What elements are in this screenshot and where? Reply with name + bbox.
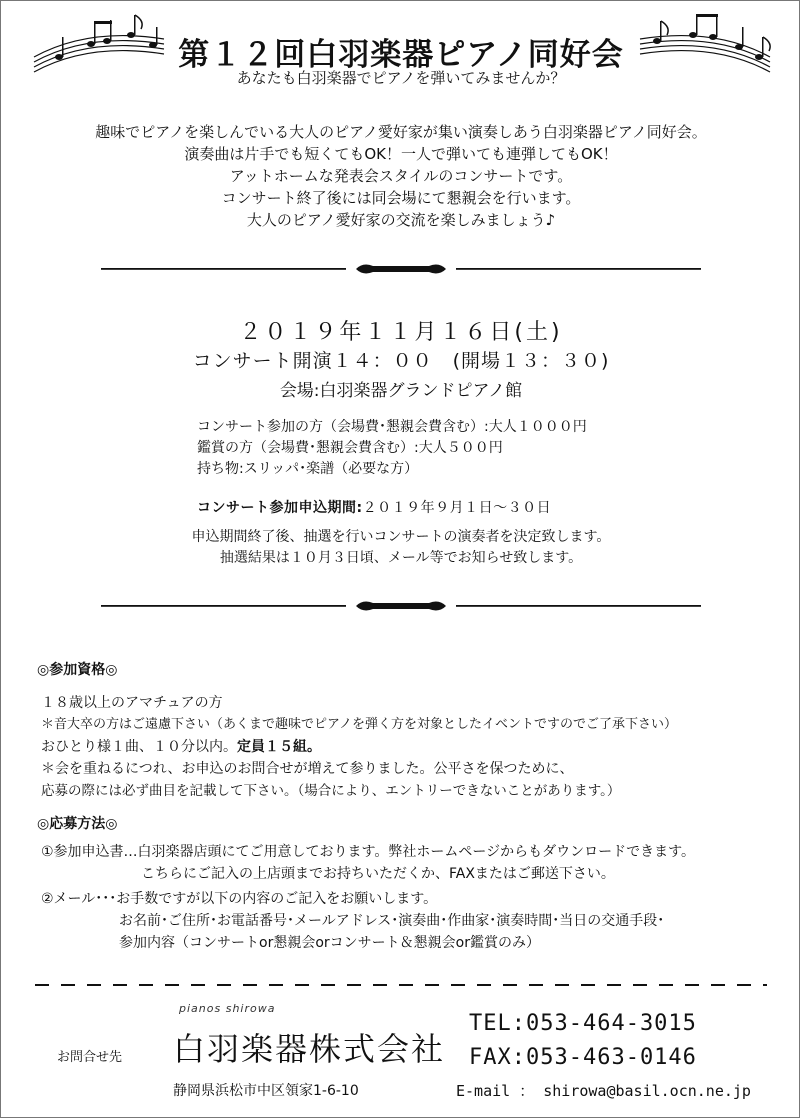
application-period-label: コンサート参加申込期間: — [197, 500, 363, 516]
intro-line: 趣味でピアノを楽しんでいる大人のピアノ愛好家が集い演奏しあう白羽楽器ピアノ同好会。 — [95, 123, 707, 141]
ornamental-divider-top — [101, 261, 701, 277]
qualification-limit: おひとり様１曲、１０分以内。 — [41, 739, 237, 755]
application-period — [197, 497, 551, 517]
apply-line: こちらにご記入の上店頭までお持ちいただくか、FAXまたはご郵送下さい。 — [141, 866, 615, 882]
apply-line: ②メール･･･お手数ですが以下の内容のご記入をお願いします。 — [41, 891, 438, 907]
page-subtitle: あなたも白羽楽器でピアノを弾いてみませんか？ — [236, 69, 566, 87]
page-title: 第１２回白羽楽器ピアノ同好会 — [178, 37, 624, 73]
fee-line: 持ち物:スリッパ･楽譜（必要な方） — [197, 461, 419, 477]
brand-tagline: pianos shirowa — [179, 1002, 276, 1015]
phone-number: TEL:053-464-3015 — [469, 1011, 697, 1036]
qualification-line: １８歳以上のアマチュアの方 — [41, 695, 223, 711]
lottery-line: 抽選結果は１０月３日頃、メール等でお知らせ致します。 — [219, 550, 583, 566]
fax-number: FAX:053-463-0146 — [469, 1045, 697, 1070]
how-to-apply-heading: ◎応募方法◎ — [37, 816, 118, 832]
qualification-line: ＊会を重ねるにつれ、お申込のお問合せが増えて参りました。公平さを保つために、 — [41, 761, 574, 777]
qualification-line: 応募の際には必ず曲目を記載して下さい。（場合により、エントリーできないことがあります。） — [41, 783, 621, 799]
apply-line: お名前･ご住所･お電話番号･メールアドレス･演奏曲･作曲家･演奏時間･当日の交通手段･ — [119, 913, 665, 929]
contact-label: お問合せ先 — [57, 1050, 123, 1065]
fee-line: 鑑賞の方（会場費･懇親会費含む）:大人５００円 — [197, 440, 503, 456]
intro-line: 大人のピアノ愛好家の交流を楽しみましょう♪ — [246, 211, 556, 229]
lottery-info — [1, 527, 800, 569]
fee-info — [197, 417, 587, 480]
event-venue: 会場:白羽楽器グランドピアノ館 — [279, 381, 523, 401]
lottery-line: 申込期間終了後、抽選を行いコンサートの演奏者を決定致します。 — [191, 529, 611, 545]
intro-line: コンサート終了後には同会場にて懇親会を行います。 — [221, 189, 581, 207]
apply-line: 参加内容（コンサートor懇親会orコンサート＆懇親会or鑑賞のみ） — [119, 935, 540, 951]
application-period-value: ２０１９年９月１日～３０日 — [362, 500, 552, 516]
email-address[interactable]: E-mail ： shirowa@basil.ocn.ne.jp — [456, 1082, 751, 1100]
dashed-separator — [35, 984, 767, 986]
intro-line: 演奏曲は片手でも短くてもOK！一人で弾いても連弾してもOK！ — [184, 145, 618, 163]
apply-item-2 — [41, 888, 664, 954]
qualification-capacity: 定員１５組。 — [237, 739, 321, 755]
qualification-text — [41, 692, 677, 802]
apply-line: ①参加申込書…白羽楽器店頭にてご用意しております。弊社ホームページからもダウンロードできます。 — [41, 844, 696, 860]
qualification-line — [41, 736, 677, 758]
ornamental-divider-bottom — [101, 598, 701, 614]
qualification-heading: ◎参加資格◎ — [37, 662, 118, 678]
company-name: 白羽楽器株式会社 — [173, 1030, 446, 1068]
fee-line: コンサート参加の方（会場費･懇親会費含む）:大人１０００円 — [197, 419, 587, 435]
event-date: ２０１９年１１月１６日(土) — [239, 320, 563, 345]
qualification-line: ＊音大卒の方はご遠慮下さい（あくまで趣味でピアノを弾く方を対象としたイベントですのでご了承下さい） — [41, 717, 677, 732]
apply-item-1 — [41, 841, 695, 885]
intro-line: アットホームな発表会スタイルのコンサートです。 — [229, 167, 573, 185]
intro-text — [1, 121, 800, 231]
event-time: コンサート開演１４：００ (開場１３：３０) — [192, 350, 610, 372]
company-address: 静岡県浜松市中区領家1-6-10 — [173, 1083, 359, 1099]
